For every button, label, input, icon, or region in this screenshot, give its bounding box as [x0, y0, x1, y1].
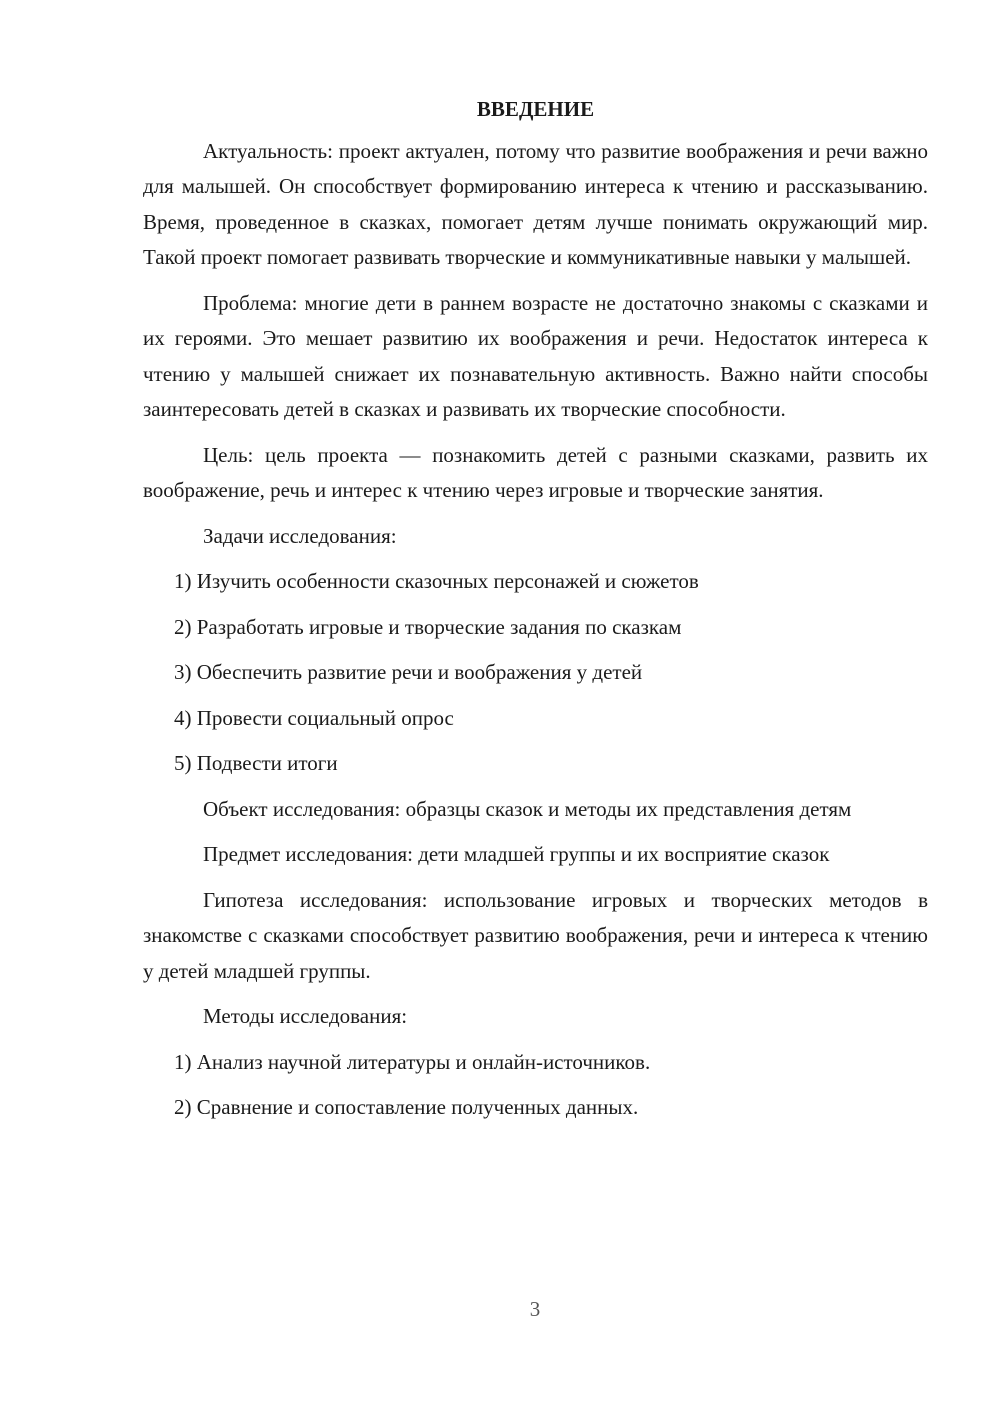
page-number: 3 — [529, 1297, 541, 1321]
list-item: 4) Провести социальный опрос — [174, 705, 454, 730]
subject-paragraph: Предмет исследования: дети младшей группы и их восприятие сказок — [203, 842, 830, 866]
list-item: 3) Обеспечить развитие речи и воображения у детей — [174, 660, 643, 684]
hypothesis-paragraph: Гипотеза исследования: использование игровых и творческих методов в знакомстве с сказками способствует развитию воображения, речи и интереса к чтению у детей младшей группы. — [143, 887, 928, 983]
object-paragraph: Объект исследования: образцы сказок и методы их представления детям — [203, 796, 852, 821]
problem-paragraph: Проблема: многие дети в раннем возрасте не достаточно знакомы с сказками и их героями. Это мешает развитию их воображения и речи. Недостаток интереса к чтению у малышей снижает их познавательную активность. Важно найти способы заинтересовать детей в сказках и развивать их творческие способности. — [143, 290, 928, 421]
list-item: 1) Изучить особенности сказочных персонажей и сюжетов — [174, 569, 699, 593]
goal-paragraph: Цель: цель проекта — познакомить детей с разными сказками, развить их воображение, речь и интерес к чтению через игровые и творческие занятия. — [143, 442, 928, 502]
document-page — [143, 92, 928, 1136]
tasks-title: Задачи исследования: — [203, 523, 397, 548]
methods-title: Методы исследования: — [203, 1004, 408, 1028]
list-item: 2) Разработать игровые и творческие задания по сказкам — [174, 614, 682, 639]
methods-list — [143, 1045, 928, 1126]
tasks-list — [143, 564, 928, 782]
list-item: 1) Анализ научной литературы и онлайн-источников. — [174, 1049, 651, 1074]
relevance-paragraph: Актуальность: проект актуален, потому что развитие воображения и речи важно для малышей. Он способствует формированию интереса к чтению и рассказыванию. Время, проведенное в сказках, помогает детям лучше понимать окружающий мир. Такой проект помогает развивать творческие и коммуникативные навыки у малышей. — [143, 138, 928, 269]
section-heading: ВВЕДЕНИЕ — [476, 97, 595, 121]
list-item: 5) Подвести итоги — [174, 751, 338, 775]
list-item: 2) Сравнение и сопоставление полученных данных. — [174, 1095, 639, 1119]
